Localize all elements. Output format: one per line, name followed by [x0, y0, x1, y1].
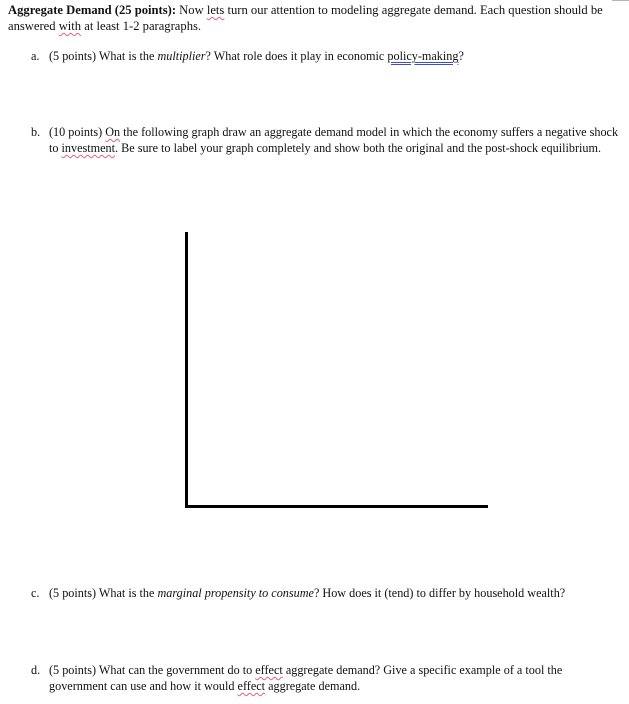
- graph-x-axis: [185, 505, 488, 508]
- spelling-flag-with[interactable]: with: [58, 19, 82, 33]
- question-d: [31, 662, 621, 694]
- question-text-part: the following graph draw an aggregate demand model in which the economy suffers a negative shock to: [49, 125, 619, 155]
- question-text: [49, 124, 621, 156]
- grammar-flag-policy-making[interactable]: policy-making: [387, 49, 459, 63]
- graph-y-axis: [185, 232, 188, 508]
- question-text: [49, 48, 621, 64]
- question-text-part: (5 points) What is the: [49, 49, 158, 63]
- intro-paragraph: [8, 2, 620, 34]
- spelling-flag-lets[interactable]: lets: [206, 3, 225, 17]
- question-letter: c.: [31, 586, 40, 600]
- spelling-flag-investment[interactable]: investment: [61, 141, 116, 155]
- emphasis-term: multiplier: [157, 49, 206, 63]
- question-c: [31, 585, 621, 601]
- question-text-part: (5 points) What is the: [49, 586, 158, 600]
- intro-text: at least 1-2 paragraphs.: [81, 19, 202, 33]
- question-text-part: . Be sure to label your graph completely and show both the original and the post-shock equilibrium.: [115, 141, 602, 155]
- question-text-part: ?: [458, 49, 464, 63]
- spelling-flag-effect[interactable]: effect: [237, 679, 266, 693]
- question-text-part: (10 points): [49, 125, 106, 139]
- question-letter: d.: [31, 663, 41, 677]
- question-text-part: (5 points) What can the government do to: [49, 663, 256, 677]
- page-corner-mark: [612, 0, 629, 1]
- question-text: [49, 585, 621, 601]
- question-letter: b.: [31, 125, 41, 139]
- question-text-part: ? What role does it play in economic: [205, 49, 388, 63]
- question-b: [31, 124, 621, 156]
- question-text-part: aggregate demand.: [265, 679, 361, 693]
- question-letter: a.: [31, 49, 40, 63]
- question-a: [31, 48, 621, 64]
- question-text-part: ? How does it (tend) to differ by household wealth?: [313, 586, 566, 600]
- emphasis-term: marginal propensity to consume: [157, 586, 314, 600]
- question-text: [49, 662, 621, 694]
- spelling-flag-effect[interactable]: effect: [255, 663, 283, 677]
- spelling-flag-on[interactable]: On: [105, 125, 121, 139]
- section-title: Aggregate Demand (25 points):: [8, 3, 177, 17]
- intro-text: Now: [176, 3, 207, 17]
- question-text-part: aggregate demand? Give a specific example of a tool the government can use and how it would: [49, 663, 563, 693]
- intro-text: turn our attention to modeling aggregate demand. Each question should be answered: [8, 3, 603, 33]
